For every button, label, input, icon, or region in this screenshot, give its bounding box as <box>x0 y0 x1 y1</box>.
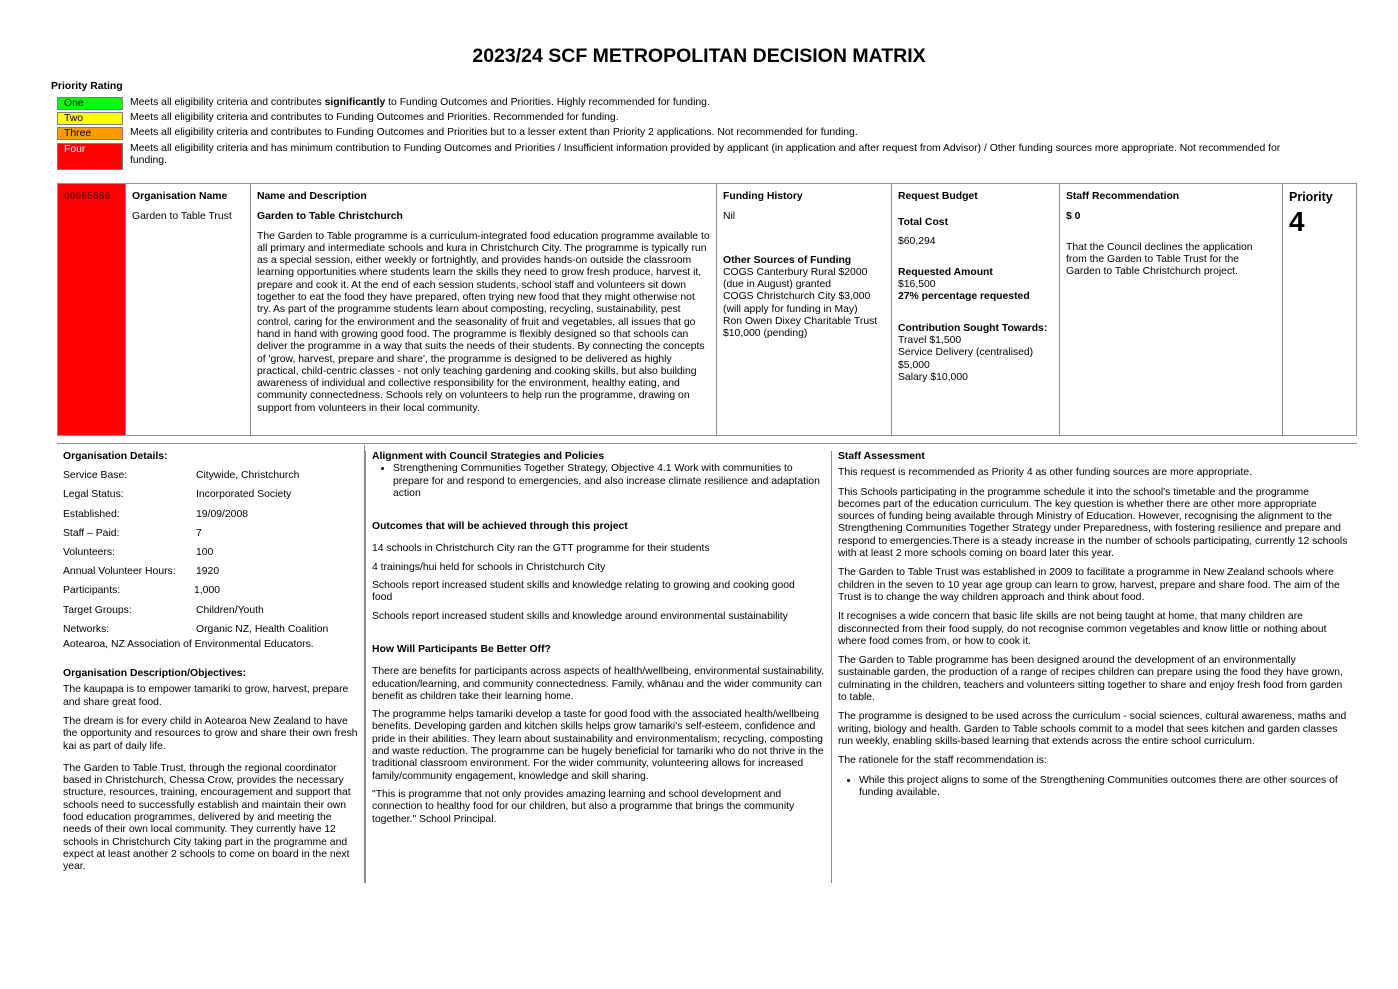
priority-text-three: Meets all eligibility criteria and contributes to Funding Outcomes and Priorities but to a lesser extent than Priority 2 applications. Not recommended for funding. <box>130 127 858 138</box>
rationale-list <box>838 775 1349 800</box>
funding-header: Funding History <box>723 191 803 202</box>
contribution-item: Travel $1,500 <box>898 335 962 347</box>
org-description-paragraph: The kaupapa is to empower tamariki to grow, harvest, prepare and share great food. <box>63 684 349 708</box>
priority-chip-two: Two <box>57 112 123 125</box>
detail-row <box>63 486 364 505</box>
organisation-cell <box>125 184 250 435</box>
alignment-list <box>372 463 831 500</box>
detail-value: 100 <box>196 547 214 559</box>
application-id-cell <box>58 184 125 435</box>
project-description: The Garden to Table programme is a curriculum-integrated food education programme available to all primary and intermediate schools and kura in Christchurch City. The programme is typically run as a special session, either weekly or fortnightly, and provides hands-on outside the classroom learning opportunities where students learn the skills they need to grow fresh produce, harvest it, prepare and cook it. At the end of each session students, school staff and volunteers sit down together to eat the food they have prepared, often trying new food that they might otherwise not try. As part of the programme students learn about composting, recycling, sustainability, pest control, caring for the environment and the seasonality of fruit and vegetables, all issues that go hand in hand with growing good food. The programme is flexibly designed so that schools can deliver the programme in a way that suits the needs of their students. By connecting the concepts of 'grow, harvest, prepare and share', the programme is designed to be delivered as highly practical, child-centric classes - not only teaching gardening and cooking skills, but also building awareness of individual and collective responsibility for the environment, healthy eating, and community connectedness. Schools rely on volunteers to help run the programme, drawing on support from volunteers in their local community. <box>257 230 710 414</box>
priority-text-one: Meets all eligibility criteria and contributes significantly to Funding Outcomes and Priorities. Highly recommended for funding. <box>130 97 710 108</box>
rationale-bullet: • While this project aligns to some of the Strengthening Communities outcomes there are other sources of funding available. <box>859 775 1349 800</box>
total-cost-label: Total Cost <box>898 217 949 229</box>
priority-chip-one: One <box>57 97 123 110</box>
better-off-paragraph: The programme helps tamariki develop a taste for good food with the associated health/wellbeing benefits. Developing garden and kitchen skills helps grow tamariki's self-esteem, confidence and pride in their abilities. They learn about sustainability and environmentalism; recycling, composting and waste reduction. The programme can be hugely beneficial for tamariki who do not thrive in the traditional classroom environment. For the wider community, volunteering allows for increased family/community engagement, knowledge and skill sharing. <box>372 709 824 782</box>
budget-header: Request Budget <box>898 191 978 202</box>
detail-row <box>63 525 364 544</box>
contribution-item: Salary $10,000 <box>898 371 968 383</box>
section-divider <box>57 443 1357 444</box>
outcome-item: Schools report increased student skills and knowledge relating to growing and cooking good food <box>372 580 795 604</box>
detail-row-networks <box>63 621 364 636</box>
detail-row <box>63 582 364 601</box>
outcome-item: Schools report increased student skills and knowledge around environmental sustainability <box>372 610 788 622</box>
assessment-paragraph: This Schools participating in the programme schedule it into the school's timetable and the programme becomes part of the education curriculum. The key question is whether there are other more appropriate sources of funding being available through Ministry of Education. However, recognising the alignment to the Strengthening Communities Together Strategy under Preparedness, with fostering resilience and prepare and respond to emergencies.There is a steady increase in the number of schools participating, currently 12 schools with at least 2 more schools coming on board later this year. <box>838 486 1348 560</box>
priority-text-four: Meets all eligibility criteria and has minimum contribution to Funding Outcomes and Priorities / Insufficient information provided by applicant (in application and after request from Advisor) / Other funding sources more appropriate. Not recommended for funding. <box>130 143 1281 167</box>
total-cost-value: $60,294 <box>898 235 936 247</box>
other-sources-header: Other Sources of Funding <box>723 254 852 266</box>
better-off-heading: How Will Participants Be Better Off? <box>372 643 551 655</box>
assessment-paragraph: It recognises a wide concern that basic life skills are not being taught at home, that many children are disconnected from their food supply, do not recognise common vegetables and know little or nothing about where food comes from, or how to cook it. <box>838 611 1327 647</box>
networks-continued: Aotearoa, NZ Association of Environmental Educators. <box>63 638 314 650</box>
detail-value: Children/Youth <box>196 604 264 616</box>
staff-assessment-heading: Staff Assessment <box>838 451 925 462</box>
detail-value: 19/09/2008 <box>196 508 249 520</box>
detail-key: Established: <box>63 508 120 520</box>
detail-row <box>63 602 364 621</box>
detail-row <box>63 467 364 486</box>
detail-key: Staff – Paid: <box>63 527 120 539</box>
priority-text-two: Meets all eligibility criteria and contributes to Funding Outcomes and Priorities. Recommended for funding. <box>130 112 619 123</box>
assessment-paragraph: The programme is designed to be used across the curriculum - social sciences, cultural awareness, maths and writing, biology and health. Garden to Table schools commit to a model that sees kitchen and garden classes run weekly, enabling skills-based learning that extends across the entire school curriculum. <box>838 711 1347 747</box>
priority-value: 4 <box>1289 206 1305 238</box>
org-description-heading: Organisation Description/Objectives: <box>63 668 247 680</box>
detail-key: Legal Status: <box>63 489 124 501</box>
detail-key: Participants: <box>63 585 121 597</box>
staff-recommendation-cell <box>1059 184 1282 435</box>
priority-chip-three: Three <box>57 127 123 140</box>
organisation-name: Garden to Table Trust <box>132 211 232 223</box>
contribution-item: Service Delivery (centralised) $5,000 <box>898 347 1034 371</box>
other-source: COGS Christchurch City $3,000 (will apply for funding in May) <box>723 291 871 315</box>
other-source: COGS Canterbury Rural $2000 (due in August) granted <box>723 266 868 291</box>
funding-cell <box>716 184 891 435</box>
application-table <box>57 183 1357 436</box>
requested-label: Requested Amount <box>898 266 993 278</box>
description-header: Name and Description <box>257 191 367 202</box>
detail-value: Organic NZ, Health Coalition <box>196 623 329 635</box>
detail-value: 1,000 <box>194 585 221 597</box>
outcome-item: 14 schools in Christchurch City ran the GTT programme for their students <box>372 543 710 555</box>
organisation-header: Organisation Name <box>132 191 228 202</box>
priority-header: Priority <box>1289 190 1333 204</box>
detail-key: Service Base: <box>63 470 128 482</box>
detail-row <box>63 563 364 582</box>
priority-rating-heading: Priority Rating <box>51 81 123 92</box>
description-cell <box>250 184 716 435</box>
alignment-bullet: • Strengthening Communities Together Strategy, Objective 4.1 Work with communities to prepare for and respond to emergencies, and also increase climate resilience and adaptation action <box>393 463 831 500</box>
percentage-requested: 27% percentage requested <box>898 291 1030 303</box>
principal-quote: "This is programme that not only provides amazing learning and school development and connection to healthy food for our children, but also a programme that brings the community together." School Principal. <box>372 788 795 825</box>
detail-value: 1920 <box>196 566 220 578</box>
staff-recommended-amount: $ 0 <box>1066 211 1081 223</box>
better-off-paragraph: There are benefits for participants across aspects of health/wellbeing, environmental sustainability, education/learning, and community connectedness. Family, whānau and the wider community can benefit as children take their learning home. <box>372 666 825 702</box>
detail-key: Networks: <box>63 623 110 635</box>
staff-recommendation-text: That the Council declines the application from the Garden to Table Trust for the Garden to Table Christchurch project. <box>1066 241 1253 278</box>
application-id: 00065666 <box>64 191 111 202</box>
alignment-column <box>365 451 831 883</box>
assessment-paragraph: The rationele for the staff recommendation is: <box>838 755 1047 767</box>
alignment-heading: Alignment with Council Strategies and Policies <box>372 451 605 462</box>
detail-value: Citywide, Christchurch <box>196 470 300 482</box>
assessment-paragraph: The Garden to Table Trust was established in 2009 to facilitate a programme in New Zealand schools where children in the seven to 10 year age group can learn to grow, harvest, prepare and share food. The aim of the Trust is to change the way children approach and think about food. <box>838 567 1340 603</box>
detail-row <box>63 544 364 563</box>
assessment-paragraph: This request is recommended as Priority 4 as other funding sources are more appropriate. <box>838 467 1253 479</box>
outcomes-heading: Outcomes that will be achieved through this project <box>372 521 628 533</box>
contribution-label: Contribution Sought Towards: <box>898 322 1048 334</box>
page-title: 2023/24 SCF METROPOLITAN DECISION MATRIX <box>472 45 926 67</box>
staff-assessment-column <box>831 451 1351 883</box>
staff-recommendation-header: Staff Recommendation <box>1066 191 1180 202</box>
outcome-item: 4 trainings/hui held for schools in Christchurch City <box>372 561 606 573</box>
detail-value: 7 <box>196 527 202 539</box>
detail-value: Incorporated Society <box>196 489 292 501</box>
other-source: Ron Owen Dixey Charitable Trust $10,000 (pending) <box>723 316 878 340</box>
detail-key: Target Groups: <box>63 604 132 616</box>
assessment-paragraph: The Garden to Table programme has been designed around the development of an environmentally sustainable garden, the production of a range of recipes children can prepare using the food they have grown, culminating in the children, teachers and volunteers sitting together to share and enjoy fresh food from garden to table. <box>838 655 1343 704</box>
detail-row <box>63 506 364 525</box>
priority-cell <box>1282 184 1356 435</box>
detail-key: Volunteers: <box>63 547 115 559</box>
priority-chip-four: Four <box>57 143 123 170</box>
detail-key: Annual Volunteer Hours: <box>63 566 176 578</box>
budget-cell <box>891 184 1059 435</box>
organisation-details <box>57 451 364 874</box>
funding-history: Nil <box>723 211 736 223</box>
org-details-heading: Organisation Details: <box>63 451 168 462</box>
project-name: Garden to Table Christchurch <box>257 211 403 223</box>
org-description-paragraph: The Garden to Table Trust, through the regional coordinator based in Christchurch, Chessa Crow, provides the necessary structure, resources, training, encouragement and support that schools need to successfully establish and maintain their own food education programmes, delivered by and meeting the needs of their own local community. They currently have 12 schools in Christchurch City taking part in the programme and expect at least another 2 schools to come on board in the next year. <box>63 762 351 873</box>
org-description-paragraph: The dream is for every child in Aotearoa New Zealand to have the opportunity and resources to grow and share their own fresh kai as part of daily life. <box>63 715 358 752</box>
requested-value: $16,500 <box>898 279 936 291</box>
